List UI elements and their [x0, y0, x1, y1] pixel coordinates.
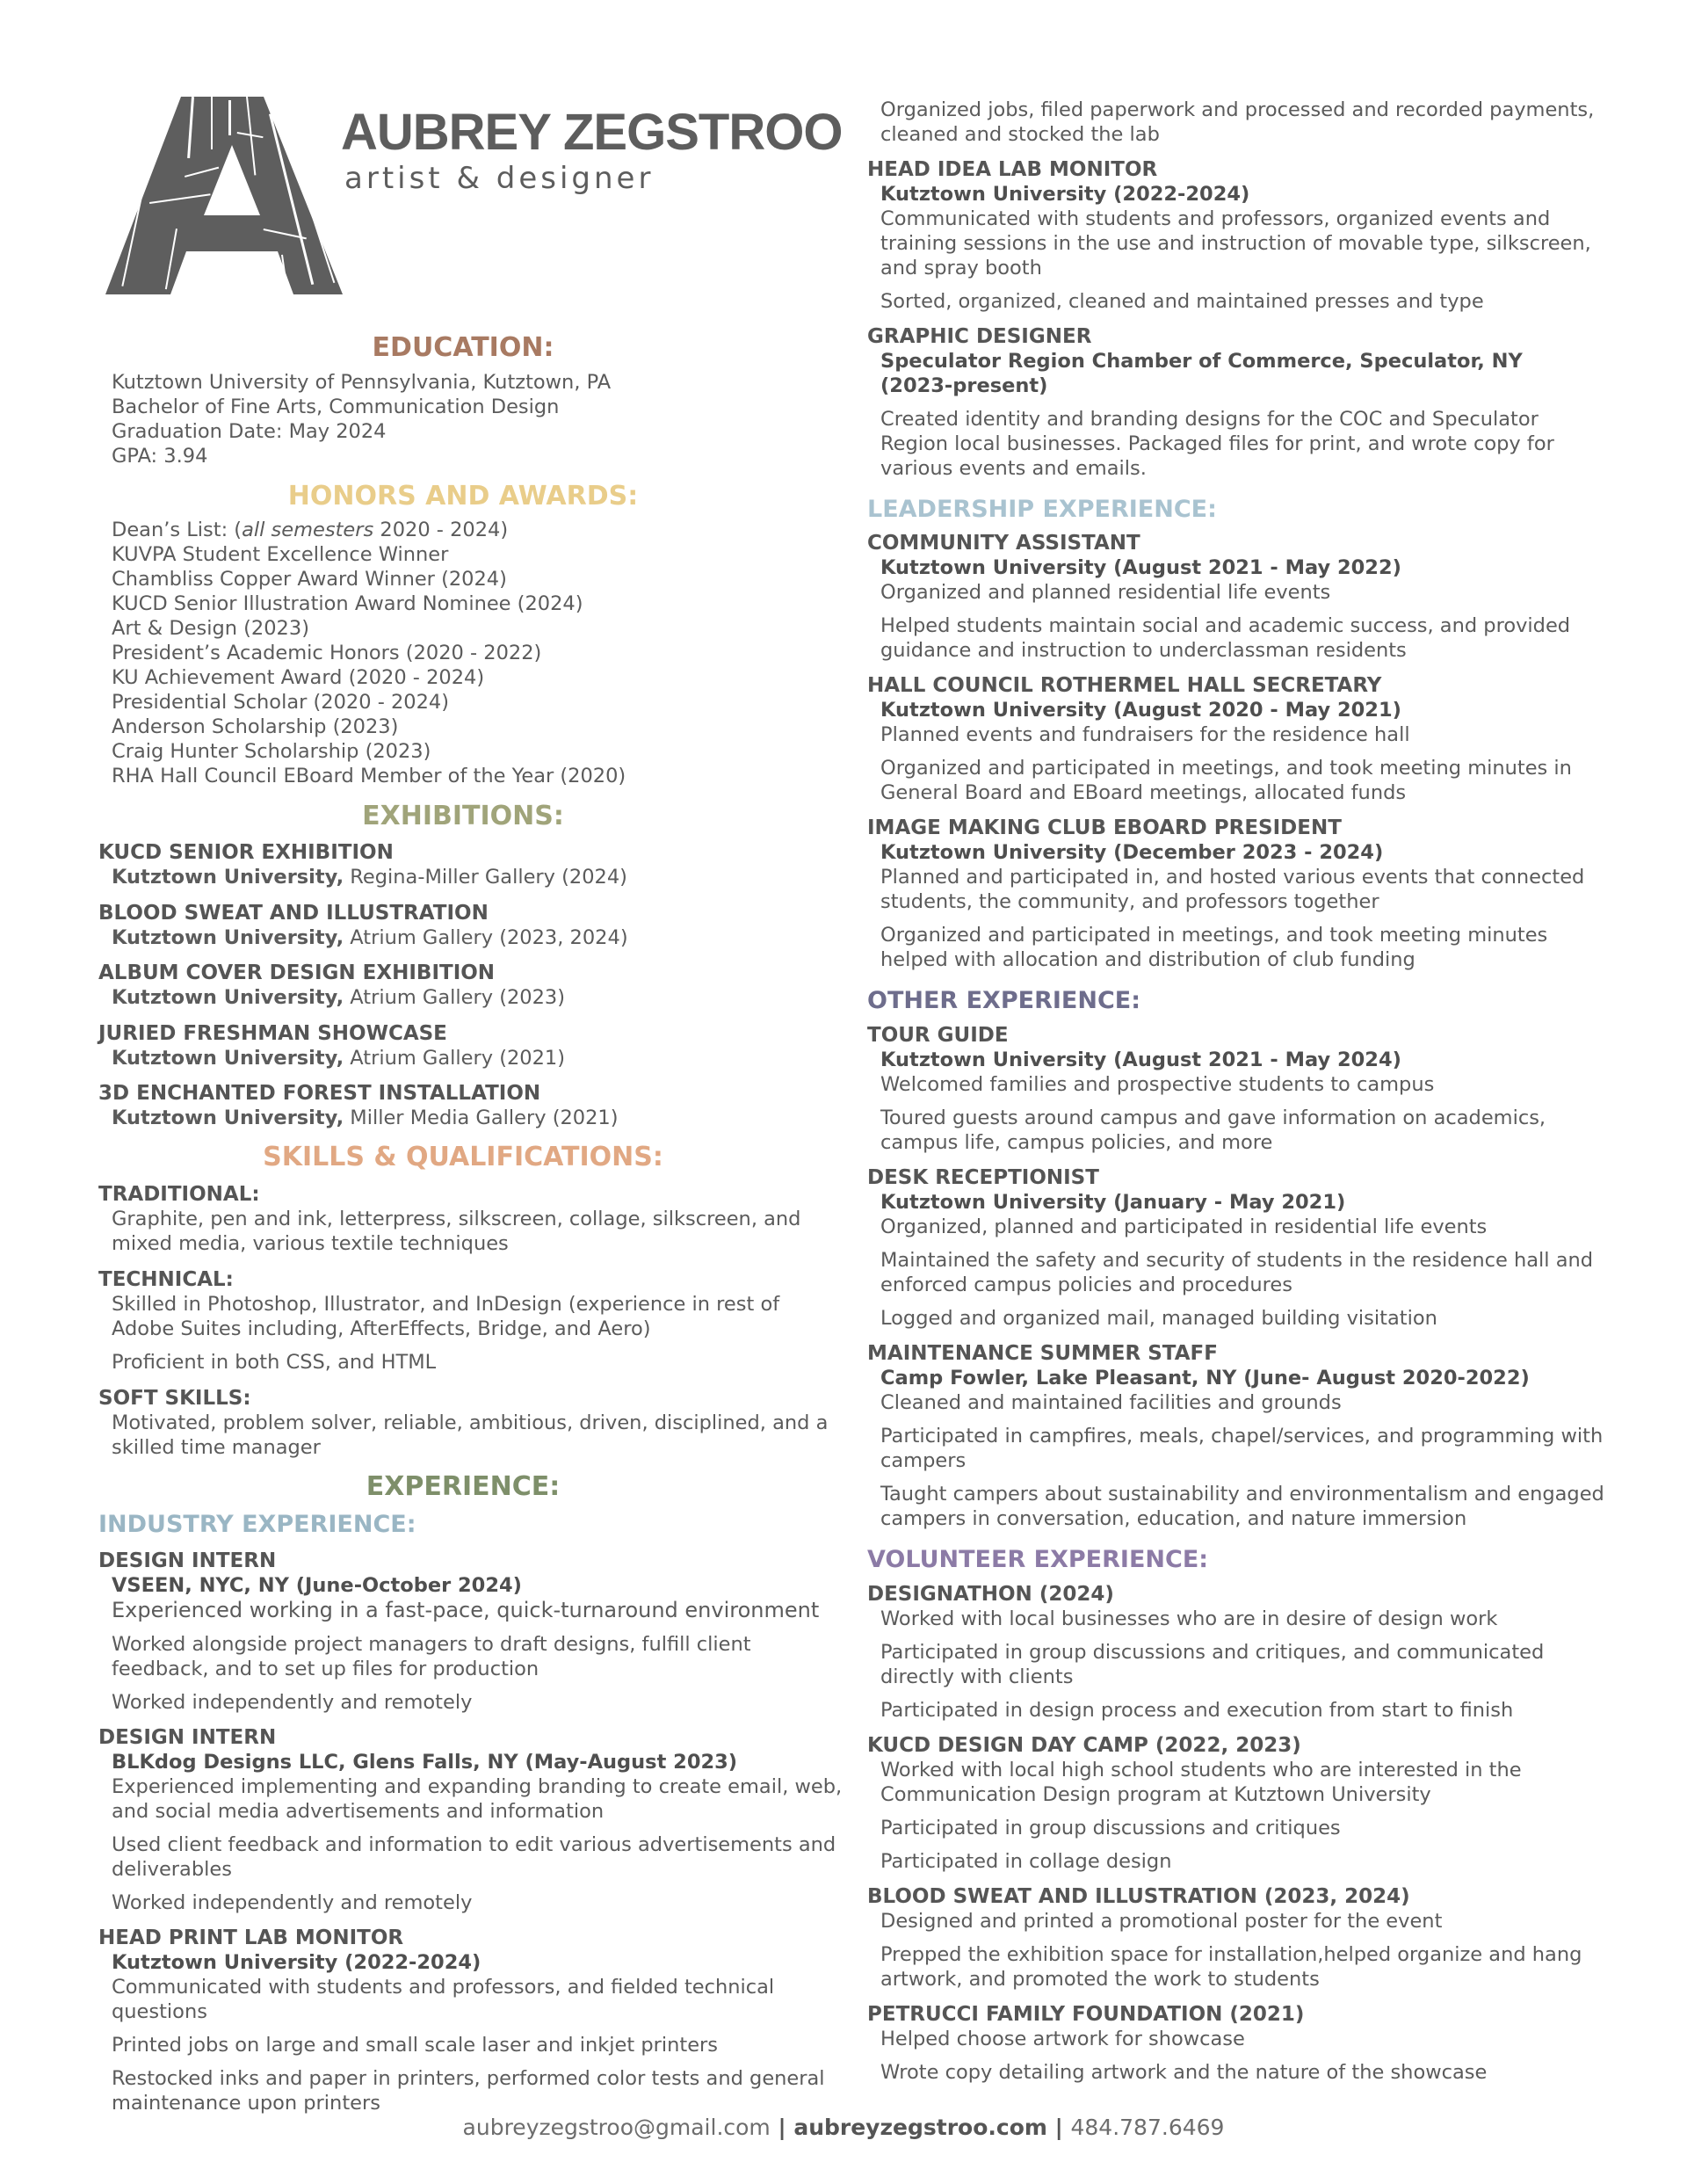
job-org: Kutztown University (January - May 2021) — [880, 1191, 1346, 1214]
job-line: students, the community, and professors together — [880, 890, 1379, 913]
job-org: (2023-present) — [880, 374, 1048, 397]
volunteer-line: Participated in group discussions and critiques, and communicated — [880, 1641, 1545, 1664]
skills-line: skilled time manager — [112, 1436, 321, 1459]
job-line: Organized, planned and participated in residential life events — [880, 1215, 1488, 1238]
job-role: MAINTENANCE SUMMER STAFF — [867, 1342, 1218, 1365]
honors-heading: HONORS AND AWARDS: — [287, 481, 639, 512]
job-line: Organized jobs, filed paperwork and processed and recorded payments, — [880, 98, 1595, 121]
volunteer-line: Designed and printed a promotional poster for the event — [880, 1910, 1443, 1933]
honors-item: Presidential Scholar (2020 - 2024) — [112, 691, 450, 714]
job-role: GRAPHIC DESIGNER — [867, 325, 1092, 348]
job-org: Speculator Region Chamber of Commerce, Speculator, NY — [880, 350, 1523, 373]
job-line: Taught campers about sustainability and environmentalism and engaged — [880, 1483, 1604, 1506]
volunteer-line: artwork, and promoted the work to students — [880, 1968, 1320, 1991]
exhibition-name: JURIED FRESHMAN SHOWCASE — [98, 1022, 447, 1045]
education-line: Kutztown University of Pennsylvania, Kutztown, PA — [112, 371, 612, 394]
education-line: Graduation Date: May 2024 — [112, 420, 387, 443]
job-line: Experienced working in a fast-pace, quick-turnaround environment — [112, 1598, 820, 1622]
volunteer-line: Prepped the exhibition space for installation,helped organize and hang — [880, 1943, 1582, 1966]
skills-line: Skilled in Photoshop, Illustrator, and InDesign (experience in rest of — [112, 1293, 780, 1316]
job-line: Region local businesses. Packaged files for print, and wrote copy for — [880, 432, 1554, 455]
volunteer-role: KUCD DESIGN DAY CAMP (2022, 2023) — [867, 1734, 1301, 1757]
education-line: Bachelor of Fine Arts, Communication Design — [112, 395, 560, 418]
job-line: Restocked inks and paper in printers, performed color tests and general — [112, 2067, 825, 2090]
job-line: questions — [112, 2000, 207, 2023]
job-role: HALL COUNCIL ROTHERMEL HALL SECRETARY — [867, 674, 1382, 697]
phone-number: 484.787.6469 — [1070, 2115, 1225, 2140]
job-role: DESIGN INTERN — [98, 1549, 277, 1572]
job-org: Kutztown University (August 2021 - May 2022) — [880, 556, 1401, 579]
job-org: Kutztown University (2022-2024) — [880, 183, 1250, 206]
exhibition-venue: Kutztown University, Atrium Gallery (2023, 2024) — [112, 926, 628, 949]
job-line: and social media advertisements and information — [112, 1800, 605, 1823]
job-line: Worked independently and remotely — [112, 1691, 473, 1714]
job-line: guidance and instruction to underclassman residents — [880, 639, 1407, 662]
job-line: Used client feedback and information to edit various advertisements and — [112, 1833, 836, 1856]
job-line: maintenance upon printers — [112, 2092, 380, 2115]
exhibition-name: KUCD SENIOR EXHIBITION — [98, 841, 394, 864]
education-line: GPA: 3.94 — [112, 445, 208, 468]
job-line: Organized and participated in meetings, and took meeting minutes — [880, 924, 1548, 947]
job-line: Created identity and branding designs for the COC and Speculator — [880, 408, 1539, 431]
other-experience-heading: OTHER EXPERIENCE: — [867, 987, 1141, 1014]
job-line: Maintained the safety and security of students in the residence hall and — [880, 1249, 1594, 1272]
job-line: Communicated with students and professors, organized events and — [880, 207, 1551, 230]
job-role: HEAD PRINT LAB MONITOR — [98, 1926, 404, 1949]
job-line: Participated in campfires, meals, chapel/services, and programming with — [880, 1425, 1604, 1448]
honors-item: Chambliss Copper Award Winner (2024) — [112, 568, 507, 591]
job-line: cleaned and stocked the lab — [880, 123, 1160, 146]
job-line: Worked alongside project managers to draft designs, fulfill client — [112, 1633, 751, 1656]
exhibition-venue: Kutztown University, Regina-Miller Gallery (2024) — [112, 866, 627, 889]
job-org: BLKdog Designs LLC, Glens Falls, NY (May-August 2023) — [112, 1751, 738, 1774]
job-line: and spray booth — [880, 257, 1042, 279]
volunteer-line: Wrote copy detailing artwork and the nature of the showcase — [880, 2061, 1488, 2084]
email-link[interactable]: aubreyzegstroo@gmail.com — [462, 2115, 771, 2140]
leadership-heading: LEADERSHIP EXPERIENCE: — [867, 496, 1217, 523]
job-role: IMAGE MAKING CLUB EBOARD PRESIDENT — [867, 816, 1342, 839]
honors-item: KUCD Senior Illustration Award Nominee (2024) — [112, 592, 583, 615]
skills-line: Motivated, problem solver, reliable, ambitious, driven, disciplined, and a — [112, 1411, 829, 1434]
job-line: campers in conversation, education, and nature immersion — [880, 1507, 1467, 1530]
experience-heading: EXPERIENCE: — [366, 1471, 561, 1502]
job-role: HEAD IDEA LAB MONITOR — [867, 158, 1158, 181]
industry-experience-heading: INDUSTRY EXPERIENCE: — [98, 1511, 416, 1538]
job-line: Organized and planned residential life events — [880, 581, 1331, 604]
job-org: Kutztown University (August 2021 - May 2024) — [880, 1048, 1401, 1071]
volunteer-line: Participated in design process and execution from start to finish — [880, 1699, 1514, 1722]
exhibition-name: 3D ENCHANTED FOREST INSTALLATION — [98, 1082, 541, 1105]
job-line: Printed jobs on large and small scale laser and inkjet printers — [112, 2034, 719, 2057]
skills-line: Proficient in both CSS, and HTML — [112, 1351, 437, 1374]
job-line: Experienced implementing and expanding branding to create email, web, — [112, 1775, 843, 1798]
job-line: training sessions in the use and instruction of movable type, silkscreen, — [880, 232, 1591, 255]
skills-heading: SKILLS & QUALIFICATIONS: — [263, 1142, 663, 1172]
job-org: Kutztown University (December 2023 - 2024) — [880, 841, 1384, 864]
honors-item: KUVPA Student Excellence Winner — [112, 543, 449, 566]
job-role: DESK RECEPTIONIST — [867, 1166, 1099, 1189]
tagline: artist & designer — [344, 161, 655, 196]
job-line: Organized and participated in meetings, and took meeting minutes in — [880, 757, 1572, 780]
volunteer-heading: VOLUNTEER EXPERIENCE: — [867, 1546, 1209, 1573]
job-role: DESIGN INTERN — [98, 1726, 277, 1749]
skills-line: Adobe Suites including, AfterEffects, Bridge, and Aero) — [112, 1317, 651, 1340]
honors-item: Art & Design (2023) — [112, 617, 309, 640]
volunteer-line: Communication Design program at Kutztown University — [880, 1783, 1431, 1806]
job-line: enforced campus policies and procedures — [880, 1273, 1292, 1296]
volunteer-role: PETRUCCI FAMILY FOUNDATION (2021) — [867, 2003, 1305, 2026]
contact-footer — [0, 2114, 1687, 2142]
job-line: Toured guests around campus and gave information on academics, — [880, 1107, 1546, 1129]
website-link[interactable]: aubreyzegstroo.com — [793, 2115, 1047, 2140]
exhibitions-heading: EXHIBITIONS: — [362, 801, 564, 831]
skills-technical-label: TECHNICAL: — [98, 1268, 234, 1291]
job-line: deliverables — [112, 1858, 232, 1881]
skills-soft-label: SOFT SKILLS: — [98, 1387, 251, 1410]
job-org: Camp Fowler, Lake Pleasant, NY (June- August 2020-2022) — [880, 1367, 1530, 1389]
job-org: Kutztown University (August 2020 - May 2021) — [880, 699, 1401, 722]
job-line: General Board and EBoard meetings, allocated funds — [880, 781, 1407, 804]
volunteer-line: Participated in collage design — [880, 1850, 1172, 1873]
job-line: Welcomed families and prospective students to campus — [880, 1073, 1435, 1096]
job-line: Helped students maintain social and academic success, and provided — [880, 614, 1571, 637]
job-line: Planned events and fundraisers for the residence hall — [880, 723, 1410, 746]
job-org: VSEEN, NYC, NY (June-October 2024) — [112, 1574, 522, 1597]
job-role: COMMUNITY ASSISTANT — [867, 532, 1140, 555]
footer-separator: | — [770, 2115, 794, 2140]
skills-traditional-label: TRADITIONAL: — [98, 1183, 260, 1206]
job-role: TOUR GUIDE — [867, 1024, 1009, 1047]
job-line: helped with allocation and distribution of club funding — [880, 948, 1415, 971]
skills-line: mixed media, various textile techniques — [112, 1232, 509, 1255]
job-line: Sorted, organized, cleaned and maintained presses and type — [880, 290, 1484, 313]
job-line: Communicated with students and professors, and fielded technical — [112, 1976, 775, 1999]
volunteer-line: Helped choose artwork for showcase — [880, 2028, 1245, 2050]
exhibition-venue: Kutztown University, Atrium Gallery (2023) — [112, 986, 566, 1009]
exhibition-venue: Kutztown University, Miller Media Gallery (2021) — [112, 1107, 619, 1129]
education-heading: EDUCATION: — [372, 332, 554, 363]
volunteer-line: Worked with local businesses who are in desire of design work — [880, 1607, 1498, 1630]
honors-item: RHA Hall Council EBoard Member of the Year (2020) — [112, 765, 626, 787]
volunteer-line: Worked with local high school students who are interested in the — [880, 1759, 1522, 1781]
honors-item: Anderson Scholarship (2023) — [112, 715, 399, 738]
honors-item: President’s Academic Honors (2020 - 2022) — [112, 642, 542, 664]
volunteer-line: Participated in group discussions and critiques — [880, 1817, 1341, 1839]
job-line: Planned and participated in, and hosted various events that connected — [880, 866, 1585, 889]
honors-item: Dean’s List: (all semesters 2020 - 2024) — [112, 519, 509, 541]
skills-line: Graphite, pen and ink, letterpress, silkscreen, collage, silkscreen, and — [112, 1208, 801, 1230]
applicant-name: AUBREY ZEGSTROO — [341, 104, 843, 161]
volunteer-role: DESIGNATHON (2024) — [867, 1583, 1114, 1606]
job-line: campus life, campus policies, and more — [880, 1131, 1273, 1154]
job-line: Worked independently and remotely — [112, 1891, 473, 1914]
honors-item: Craig Hunter Scholarship (2023) — [112, 740, 431, 763]
job-line: campers — [880, 1449, 967, 1472]
job-line: Cleaned and maintained facilities and grounds — [880, 1391, 1342, 1414]
job-line: various events and emails. — [880, 457, 1147, 480]
exhibition-name: BLOOD SWEAT AND ILLUSTRATION — [98, 902, 489, 925]
exhibition-name: ALBUM COVER DESIGN EXHIBITION — [98, 961, 496, 984]
honors-item: KU Achievement Award (2020 - 2024) — [112, 666, 485, 689]
volunteer-line: directly with clients — [880, 1665, 1074, 1688]
job-line: Logged and organized mail, managed building visitation — [880, 1307, 1437, 1330]
monogram-logo — [105, 97, 343, 294]
exhibition-venue: Kutztown University, Atrium Gallery (2021) — [112, 1047, 566, 1070]
volunteer-role: BLOOD SWEAT AND ILLUSTRATION (2023, 2024) — [867, 1885, 1410, 1908]
job-line: feedback, and to set up files for production — [112, 1658, 539, 1680]
job-org: Kutztown University (2022-2024) — [112, 1951, 481, 1974]
footer-separator: | — [1046, 2115, 1071, 2140]
